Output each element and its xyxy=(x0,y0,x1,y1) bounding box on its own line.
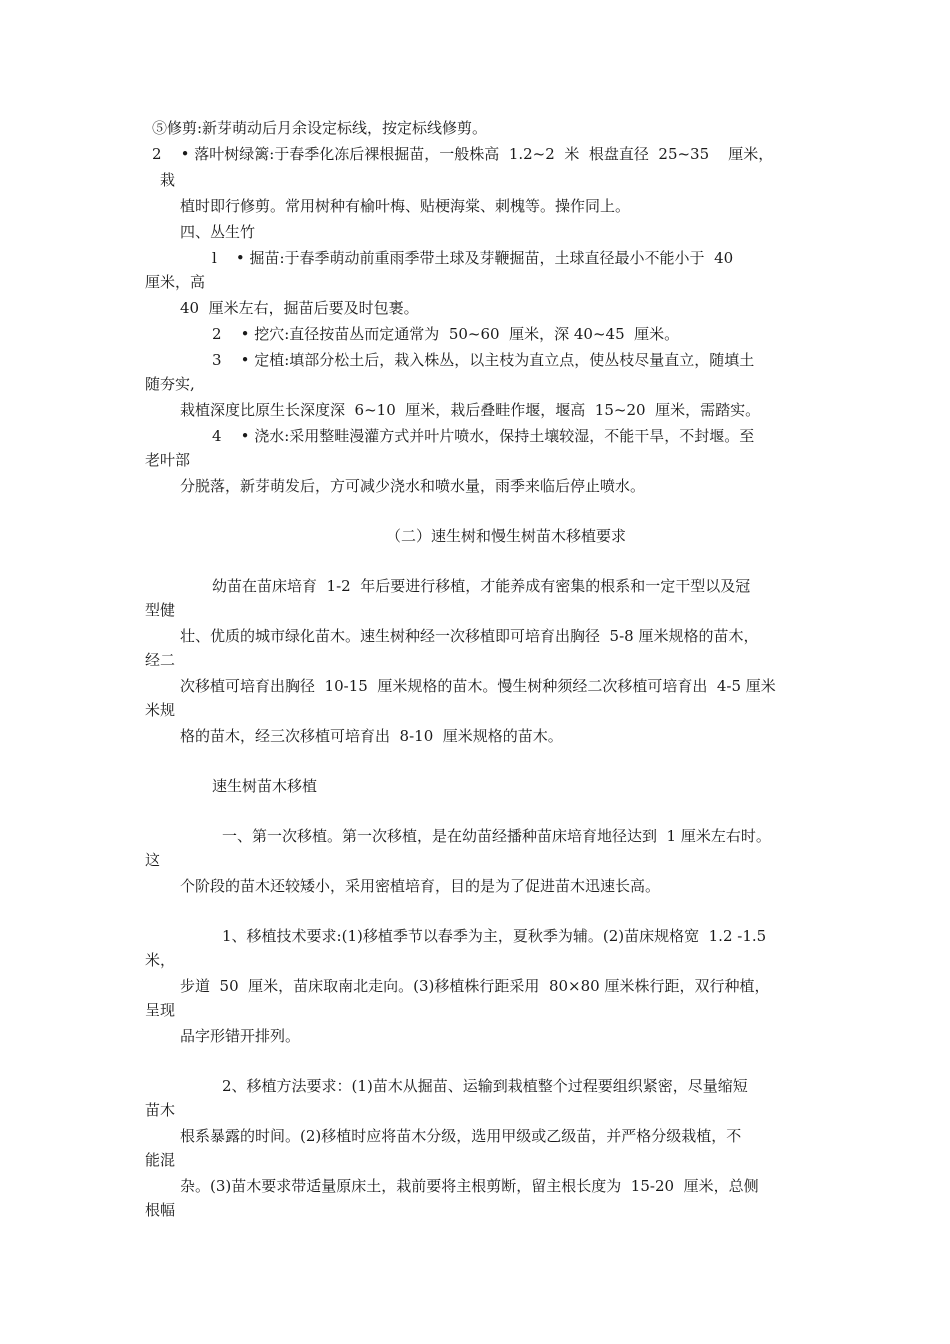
section-heading: （二）速生树和慢生树苗木移植要求 xyxy=(386,527,627,545)
text-line: 植时即行修剪。常用树种有榆叶梅、贴梗海棠、刺槐等。操作同上。 xyxy=(180,197,631,215)
text-line: 一、第一次移植。第一次移植，是在幼苗经播种苗床培育地径达到 1 厘米左右时。 xyxy=(222,827,771,845)
text-line: 根系暴露的时间。(2)移植时应将苗木分级，选用甲级或乙级苗，并严格分级栽植，不 xyxy=(180,1127,742,1145)
text-line: 四、丛生竹 xyxy=(180,223,256,241)
text-line: 杂。(3)苗木要求带适量原床土，栽前要将主根剪断，留主根长度为 15-20 厘米，总侧 xyxy=(180,1177,759,1195)
text-line: 2 • 挖穴:直径按苗丛而定通常为 50~60 厘米，深 40~45 厘米。 xyxy=(212,325,680,343)
text-line: 这 xyxy=(145,851,161,869)
text-line: 型健 xyxy=(145,601,176,619)
text-line: 品字形错开排列。 xyxy=(180,1027,301,1045)
text-line: l • 掘苗:于春季萌动前重雨季带土球及芽鞭掘苗，土球直径最小不能小于 40 xyxy=(212,249,734,267)
text-line: ⑤修剪:新芽萌动后月余设定标线，按定标线修剪。 xyxy=(152,119,488,137)
text-line: 步道 50 厘米，苗床取南北走向。(3)移植株行距采用 80×80 厘米株行距，双行种植， xyxy=(180,977,770,995)
text-line: 次移植可培育出胸径 10-15 厘米规格的苗木。慢生树种须经二次移植可培育出 4-5 厘米 xyxy=(180,677,776,695)
text-line: 格的苗木，经三次移植可培育出 8-10 厘米规格的苗木。 xyxy=(180,727,563,745)
text-line: 呈现 xyxy=(145,1001,176,1019)
text-line: 2 • 落叶树绿篱:于春季化冻后裸根掘苗，一般株高 1.2~2 米 根盘直径 25~35 厘米， xyxy=(152,145,774,163)
text-line: 根幅 xyxy=(145,1201,176,1219)
text-line: 2、移植方法要求：(1)苗木从掘苗、运输到栽植整个过程要组织紧密，尽量缩短 xyxy=(222,1077,748,1095)
text-line: 米， xyxy=(145,951,176,969)
text-line: 苗木 xyxy=(145,1101,176,1119)
text-line: 随夯实, xyxy=(145,375,195,393)
text-line: 个阶段的苗木还较矮小，采用密植培育，目的是为了促进苗木迅速长高。 xyxy=(180,877,661,895)
text-line: 4 • 浇水:采用整畦漫灌方式并叶片喷水，保持土壤较湿，不能干旱，不封堰。至 xyxy=(212,427,755,445)
text-line: 分脱落，新芽萌发后，方可减少浇水和喷水量，雨季来临后停止喷水。 xyxy=(180,477,646,495)
text-line: 40 厘米左右，掘苗后要及时包裹。 xyxy=(180,299,419,317)
text-line: 米规 xyxy=(145,701,176,719)
text-line: 幼苗在苗床培育 1-2 年后要进行移植，才能养成有密集的根系和一定干型以及冠 xyxy=(212,577,751,595)
text-line: 经二 xyxy=(145,651,176,669)
subsection-heading: 速生树苗木移植 xyxy=(212,777,318,795)
text-line: 栽 xyxy=(160,171,176,189)
text-line: 1、移植技术要求:(1)移植季节以春季为主，夏秋季为辅。(2)苗床规格宽 1.2 -1.5 xyxy=(222,927,767,945)
text-line: 厘米，高 xyxy=(145,273,206,291)
text-line: 老叶部 xyxy=(145,451,191,469)
text-line: 壮、优质的城市绿化苗木。速生树种经一次移植即可培育出胸径 5-8 厘米规格的苗木， xyxy=(180,627,759,645)
text-line: 栽植深度比原生长深度深 6~10 厘米，栽后叠畦作堰，堰高 15~20 厘米，需踏实。 xyxy=(180,401,761,419)
text-line: 能混 xyxy=(145,1151,176,1169)
text-line: 3 • 定植:填部分松土后，栽入株丛，以主枝为直立点，使丛枝尽量直立，随填土 xyxy=(212,351,755,369)
